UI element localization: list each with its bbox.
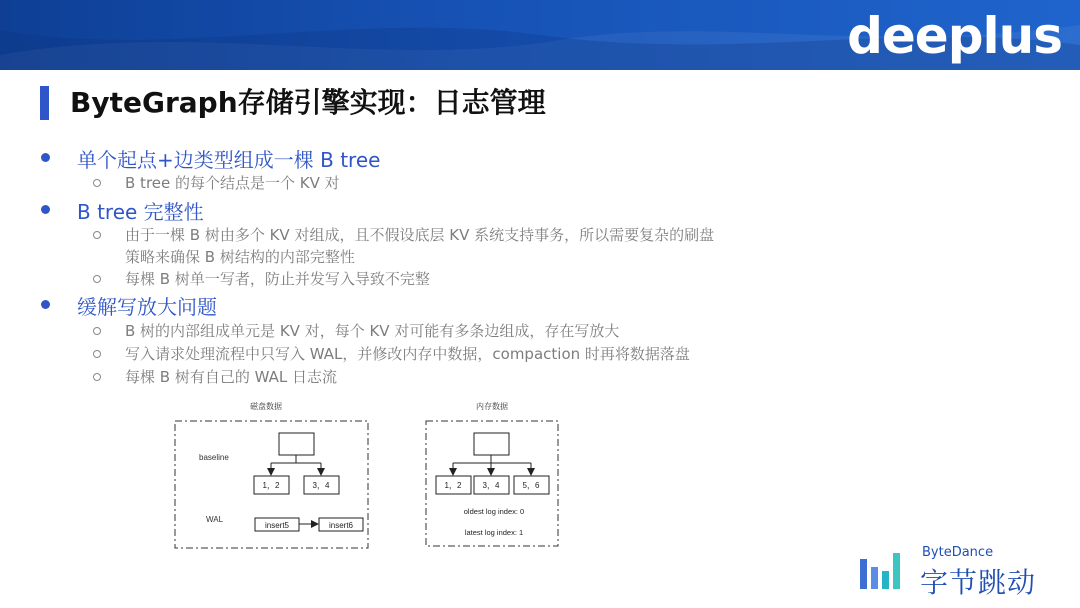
bullet-2-sub-1-cont: 策略来确保 B 树结构的内部完整性 — [125, 248, 355, 266]
title-accent-bar — [40, 86, 49, 120]
bullet-2-sub-1: 由于一棵 B 树由多个 KV 对组成，且不假设底层 KV 系统支持事务，所以需要复杂的刷盘 — [125, 226, 715, 244]
sub-bullet-circle — [93, 275, 101, 283]
bullet-1-sub-1: B tree 的每个结点是一个 KV 对 — [125, 174, 340, 192]
memory-leaf-1-label: 1，2 — [444, 481, 462, 490]
bullet-3-text: 缓解写放大问题 — [77, 295, 217, 319]
memory-leaf-2-label: 3，4 — [482, 481, 500, 490]
disk-leaf-2-label: 3，4 — [312, 481, 330, 490]
disk-leaf-1-label: 1，2 — [262, 481, 280, 490]
bullet-2-sub-2: 每棵 B 树单一写者，防止并发写入导致不完整 — [125, 270, 430, 288]
wal-entry-1-label: insert5 — [264, 521, 290, 530]
sub-bullet-circle — [93, 179, 101, 187]
sub-bullet-circle — [93, 231, 101, 239]
disk-panel-title: 磁盘数据 — [250, 402, 282, 411]
memory-leaf-3-label: 5，6 — [522, 481, 540, 490]
slide-title: ByteGraph存储引擎实现：日志管理 — [70, 86, 546, 119]
bytedance-cn-text: 字节跳动 — [920, 566, 1037, 599]
bullet-dot — [41, 205, 50, 214]
bytedance-text: ByteDance — [922, 545, 994, 560]
bullet-3-sub-3: 每棵 B 树有自己的 WAL 日志流 — [125, 368, 337, 386]
header-banner — [0, 0, 1080, 70]
bullet-dot — [41, 153, 50, 162]
sub-bullet-circle — [93, 373, 101, 381]
sub-bullet-circle — [93, 350, 101, 358]
storage-diagram — [170, 398, 570, 553]
bullet-3-sub-2: 写入请求处理流程中只写入 WAL，并修改内存中数据，compaction 时再将数据落盘 — [125, 345, 690, 363]
wal-entry-2-label: insert6 — [328, 521, 354, 530]
disk-root-node — [279, 433, 314, 455]
wal-label: WAL — [206, 515, 224, 524]
baseline-label: baseline — [199, 453, 229, 462]
bullet-3-sub-1: B 树的内部组成单元是 KV 对，每个 KV 对可能有多条边组成，存在写放大 — [125, 322, 620, 340]
bullet-dot — [41, 300, 50, 309]
latest-log-index: latest log index: 1 — [464, 528, 524, 537]
sub-bullet-circle — [93, 327, 101, 335]
memory-panel-title: 内存数据 — [476, 402, 508, 411]
memory-root-node — [474, 433, 509, 455]
bullet-2-text: B tree 完整性 — [77, 200, 204, 224]
deeplus-logo: deeplus — [847, 7, 1062, 65]
bullet-1-text: 单个起点+边类型组成一棵 B tree — [77, 148, 381, 172]
oldest-log-index: oldest log index: 0 — [463, 507, 525, 516]
